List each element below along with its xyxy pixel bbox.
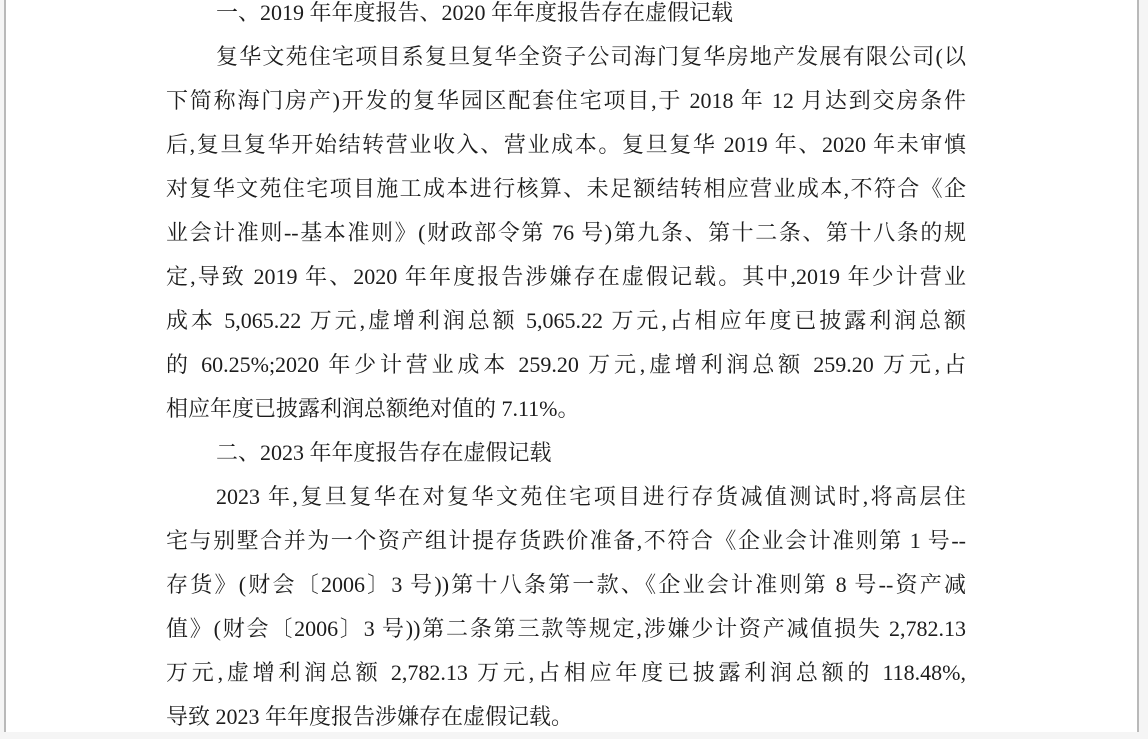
text-line: 业会计准则--基本准则》(财政部令第 76 号)第九条、第十二条、第十八条的规 [166,220,966,245]
text-line: 值》(财会〔2006〕3 号))第二条第三款等规定,涉嫌少计资产减值损失 2,782.13 [166,616,966,641]
text-line: 相应年度已披露利润总额绝对值的 7.11%。 [166,396,580,421]
text-line: 宅与别墅合并为一个资产组计提存货跌价准备,不符合《企业会计准则第 1 号-- [166,528,966,553]
text-line: 2023 年,复旦复华在对复华文苑住宅项目进行存货减值测试时,将高层住 [216,484,966,509]
text-line: 存货》(财会〔2006〕3 号))第十八条第一款、《企业会计准则第 8 号--资产减 [166,572,966,597]
document-body [166,0,966,739]
text-line: 万元,虚增利润总额 2,782.13 万元,占相应年度已披露利润总额的 118.48%, [166,660,966,685]
text-line: 复华文苑住宅项目系复旦复华全资子公司海门复华房地产发展有限公司(以 [216,44,966,69]
text-line: 导致 2023 年年度报告涉嫌存在虚假记载。 [166,704,574,729]
text-line: 成本 5,065.22 万元,虚增利润总额 5,065.22 万元,占相应年度已披露利润总额 [166,308,966,333]
text-line: 后,复旦复华开始结转营业收入、营业成本。复旦复华 2019 年、2020 年未审慎 [166,132,966,157]
text-line: 对复华文苑住宅项目施工成本进行核算、未足额结转相应营业成本,不符合《企 [166,176,966,201]
text-line: 的 60.25%;2020 年少计营业成本 259.20 万元,虚增利润总额 259.20 万元,占 [166,352,966,377]
heading-line: 二、2023 年年度报告存在虚假记载 [216,440,552,465]
text-line: 下简称海门房产)开发的复华园区配套住宅项目,于 2018 年 12 月达到交房条件 [166,88,966,113]
heading-line: 一、2019 年年度报告、2020 年年度报告存在虚假记载 [216,0,734,25]
text-line: 定,导致 2019 年、2020 年年度报告涉嫌存在虚假记载。其中,2019 年少计营业 [166,264,966,289]
